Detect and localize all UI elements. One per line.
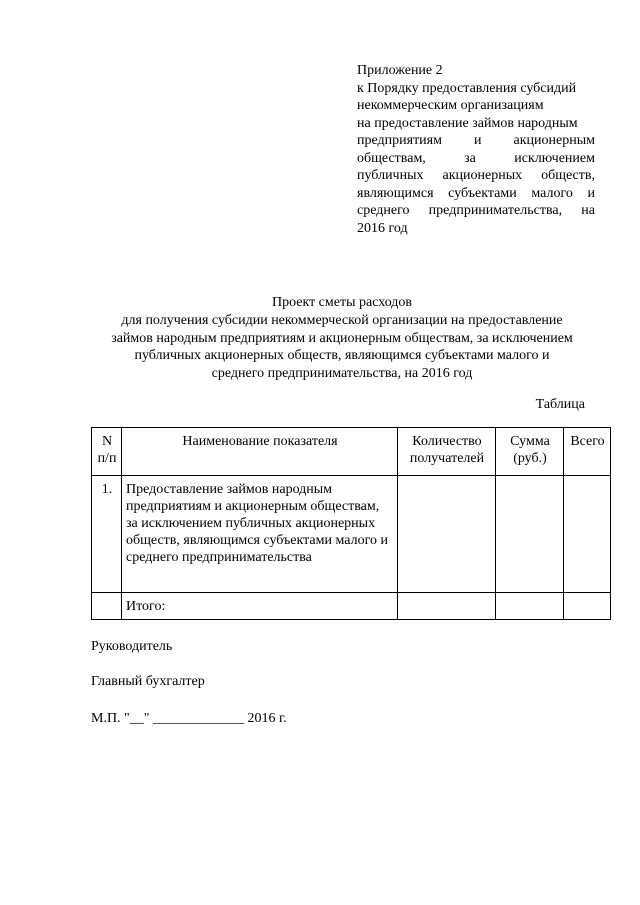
- title-line: публичных акционерных обществ, являющимся субъектами малого и: [134, 348, 550, 364]
- header-recipient-count: Количество получателей: [398, 428, 496, 476]
- appendix-line: являющимся субъектами малого и: [357, 185, 595, 201]
- total-row-number: [92, 593, 122, 620]
- total-row-sum: [496, 593, 564, 620]
- header-sum: Сумма (руб.): [496, 428, 564, 476]
- appendix-line: некоммерческим организациям: [357, 98, 544, 113]
- header-total: Всего: [564, 428, 611, 476]
- total-row-label: Итого:: [122, 593, 398, 620]
- total-row-count: [398, 593, 496, 620]
- signature-head: Руководитель: [91, 639, 173, 654]
- table-total-row: [92, 593, 611, 620]
- total-row-total: [564, 593, 611, 620]
- row-total: [564, 476, 611, 593]
- appendix-line: на предоставление займов народным: [357, 115, 578, 131]
- appendix-line: 2016 год: [357, 220, 408, 236]
- table-label: Таблица: [535, 397, 585, 412]
- title-line: среднего предпринимательства, на 2016 год: [211, 366, 473, 382]
- header-number: N п/п: [92, 428, 122, 476]
- header-indicator-name: Наименование показателя: [122, 428, 398, 476]
- appendix-number: Приложение 2: [357, 63, 443, 78]
- row-recipient-count: [398, 476, 496, 593]
- table-header-row: [92, 428, 611, 476]
- row-indicator-name: Предоставление займов народным предприятиям и акционерным обществам, за исключением публичных акционерных обществ, являющимся субъектами малого и среднего предпринимательства: [122, 476, 398, 593]
- title-line: Проект сметы расходов: [271, 295, 413, 310]
- appendix-line: публичных акционерных обществ,: [357, 168, 595, 183]
- title-line: для получения субсидии некоммерческой организации на предоставление: [121, 312, 563, 328]
- appendix-line: среднего предпринимательства, на: [357, 203, 595, 218]
- title-line: займов народным предприятиям и акционерным обществам, за исключением: [111, 330, 573, 346]
- row-sum: [496, 476, 564, 593]
- row-number: 1.: [92, 476, 122, 593]
- appendix-line: предприятиям и акционерным: [357, 133, 595, 148]
- appendix-line: к Порядку предоставления субсидий: [357, 80, 577, 96]
- document-title: [60, 294, 624, 383]
- appendix-line: обществам, за исключением: [357, 150, 595, 166]
- table-row: [92, 476, 611, 593]
- stamp-date-line: М.П. "__" _____________ 2016 г.: [91, 711, 287, 726]
- appendix-block: [357, 62, 595, 237]
- signature-accountant: Главный бухгалтер: [91, 674, 205, 689]
- estimate-table: [91, 427, 611, 620]
